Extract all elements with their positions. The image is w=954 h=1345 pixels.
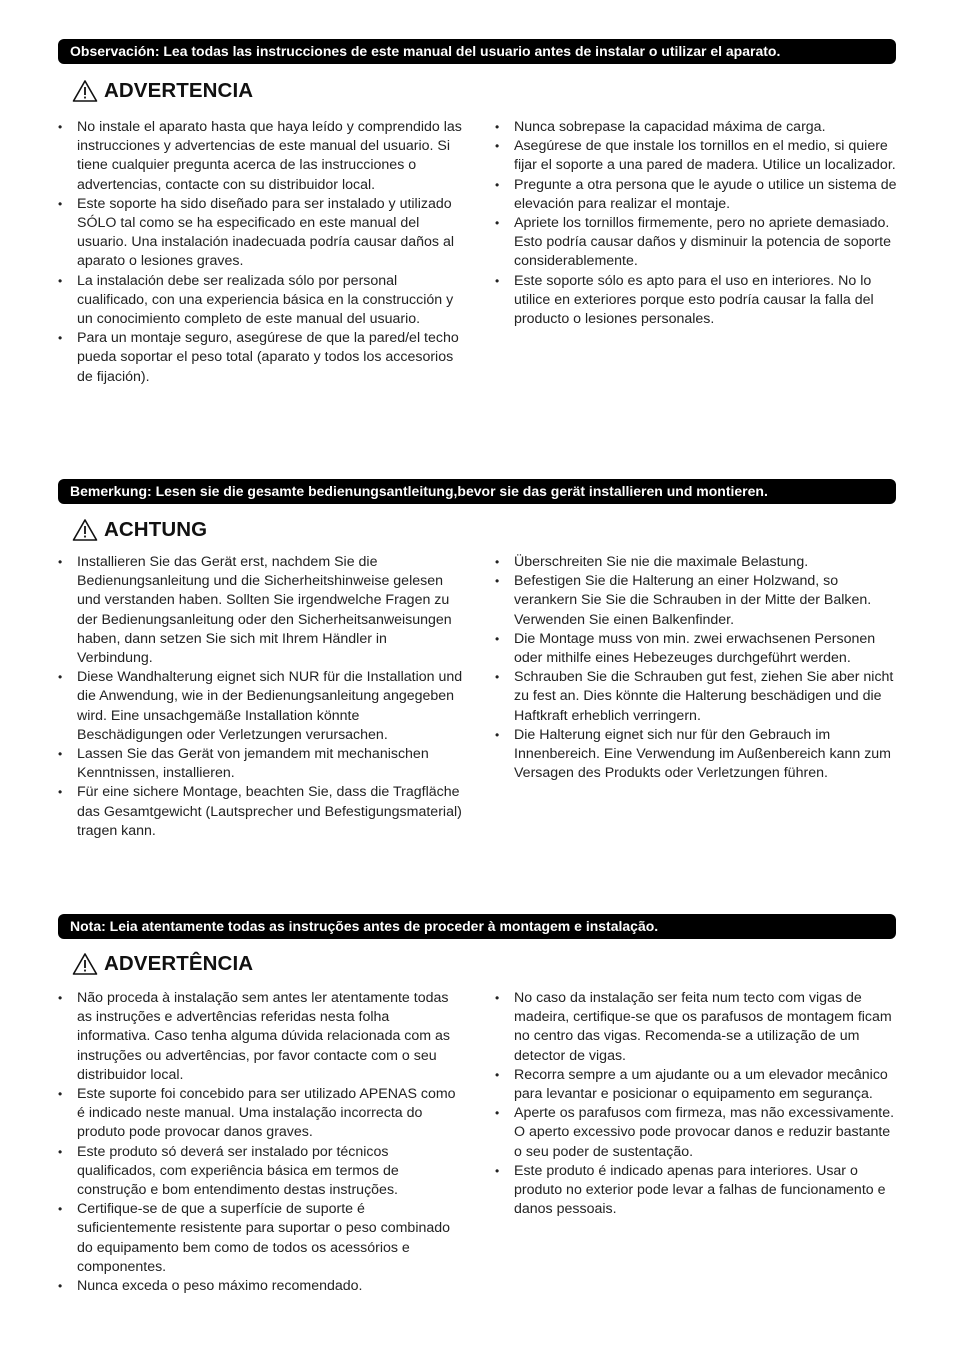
list-item: • Nunca sobrepase la capacidad máxima de carga. [495, 118, 897, 137]
warning-triangle-icon [72, 79, 98, 103]
list-item: • Befestigen Sie die Halterung an einer Holzwand, so verankern Sie Sie die Schrauben in der Mitte der Balken. Verwenden Sie einen Balkenfinder. [495, 572, 897, 630]
list-item: • La instalación debe ser realizada sólo por personal cualificado, con una experiencia básica en la construcción y un conocimiento completo de este manual del usuario. [58, 272, 463, 330]
list-item: • Die Halterung eignet sich nur für den Gebrauch im Innenbereich. Eine Verwendung im Außenbereich kann zum Versagen des Produkts oder Verletzungen führen. [495, 726, 897, 784]
heading-title: ADVERTENCIA [104, 79, 254, 102]
list-item: • Installieren Sie das Gerät erst, nachdem Sie die Bedienungsanleitung und die Sicherheitshinweise gelesen und verstanden haben. Sollten Sie irgendwelche Fragen zu der Bedienungsanleitung oder den Sicherheitsanweisungen haben, dann setzen Sie sich mit Ihrem Händler in Verbindung. [58, 553, 463, 668]
warning-list-left [58, 989, 463, 1296]
list-item: • Asegúrese de que instale los tornillos en el medio, si quiere fijar el soporte a una pared de madera. Utilice un localizador. [495, 137, 897, 175]
warning-list-right [495, 118, 897, 329]
list-item: • Este produto é indicado apenas para interiores. Usar o produto no exterior pode levar a falhas de funcionamento e danos pessoais. [495, 1162, 897, 1220]
note-banner: Nota: Leia atentamente todas as instruções antes de proceder à montagem e instalação. [58, 914, 896, 939]
heading-title: ACHTUNG [104, 518, 208, 541]
list-item: • Não proceda à instalação sem antes ler atentamente todas as instruções e advertências referidas nesta folha informativa. Caso tenha alguma dúvida relacionada com as instruções ou advertências, por favor contacte com o seu distribuidor local. [58, 989, 463, 1085]
note-banner: Observación: Lea todas las instrucciones de este manual del usuario antes de instalar o utilizar el aparato. [58, 39, 896, 64]
list-item: • Nunca exceda o peso máximo recomendado. [58, 1277, 463, 1296]
list-item: • No instale el aparato hasta que haya leído y comprendido las instrucciones y advertencias de este manual del usuario. Si tiene cualquier pregunta acerca de las instrucciones o advertencias, contacte con su distribuidor local. [58, 118, 463, 195]
list-item: • Apriete los tornillos firmemente, pero no apriete demasiado. Esto podría causar daños y disminuir la potencia de soporte considerablemente. [495, 214, 897, 272]
warning-list-right [495, 989, 897, 1219]
list-item: • Este suporte foi concebido para ser utilizado APENAS como é indicado neste manual. Uma instalação incorrecta do produto pode provocar danos graves. [58, 1085, 463, 1143]
list-item: • Schrauben Sie die Schrauben gut fest, ziehen Sie aber nicht zu fest an. Dies könnte die Halterung beschädigen und die Haftkraft erheblich verringern. [495, 668, 897, 726]
list-item: • Diese Wandhalterung eignet sich NUR für die Installation und die Anwendung, wie in der Bedienungsanleitung angegeben wird. Eine unsachgemäße Installation könnte Beschädigungen oder Verletzungen verursachen. [58, 668, 463, 745]
list-item: • Este soporte sólo es apto para el uso en interiores. No lo utilice en exteriores porque esto podría causar la falla del producto o lesiones personales. [495, 272, 897, 330]
warning-heading [72, 516, 207, 544]
warning-list-left [58, 553, 463, 841]
list-item: • Para un montaje seguro, asegúrese de que la pared/el techo pueda soportar el peso total (aparato y todos los accesorios de fijación). [58, 329, 463, 387]
list-item: • Este produto só deverá ser instalado por técnicos qualificados, com experiência básica em termos de construção e bom entendimento destas instruções. [58, 1143, 463, 1201]
warning-triangle-icon [72, 518, 98, 542]
list-item: • Certifique-se de que a superfície de suporte é suficientemente resistente para suportar o peso combinado do equipamento bem como de todos os acessórios e componentes. [58, 1200, 463, 1277]
warning-list-left [58, 118, 463, 387]
warning-heading [72, 950, 253, 978]
warning-heading [72, 77, 253, 105]
list-item: • Este soporte ha sido diseñado para ser instalado y utilizado SÓLO tal como se ha especificado en este manual del usuario. Una instalación inadecuada podría causar daños al aparato o lesiones graves. [58, 195, 463, 272]
heading-title: ADVERTÊNCIA [104, 952, 254, 975]
list-item: • Für eine sichere Montage, beachten Sie, dass die Tragfläche das Gesamtgewicht (Lautsprecher und Befestigungsmaterial) tragen kann. [58, 783, 463, 841]
list-item: • Lassen Sie das Gerät von jemandem mit mechanischen Kenntnissen, installieren. [58, 745, 463, 783]
note-banner: Bemerkung: Lesen sie die gesamte bedienungsantleitung,bevor sie das gerät installieren und montieren. [58, 479, 896, 504]
warning-triangle-icon [72, 952, 98, 976]
list-item: • Aperte os parafusos com firmeza, mas não excessivamente. O aperto excessivo pode provocar danos e reduzir bastante o seu poder de sustentação. [495, 1104, 897, 1162]
list-item: • Überschreiten Sie nie die maximale Belastung. [495, 553, 897, 572]
warning-list-right [495, 553, 897, 783]
list-item: • No caso da instalação ser feita num tecto com vigas de madeira, certifique-se que os parafusos de montagem ficam no centro das vigas. Recomenda-se a utilização de um detector de vigas. [495, 989, 897, 1066]
list-item: • Die Montage muss von min. zwei erwachsenen Personen oder mithilfe eines Hebezeuges durchgeführt werden. [495, 630, 897, 668]
list-item: • Pregunte a otra persona que le ayude o utilice un sistema de elevación para realizar el montaje. [495, 176, 897, 214]
list-item: • Recorra sempre a um ajudante ou a um elevador mecânico para levantar e posicionar o equipamento em segurança. [495, 1066, 897, 1104]
